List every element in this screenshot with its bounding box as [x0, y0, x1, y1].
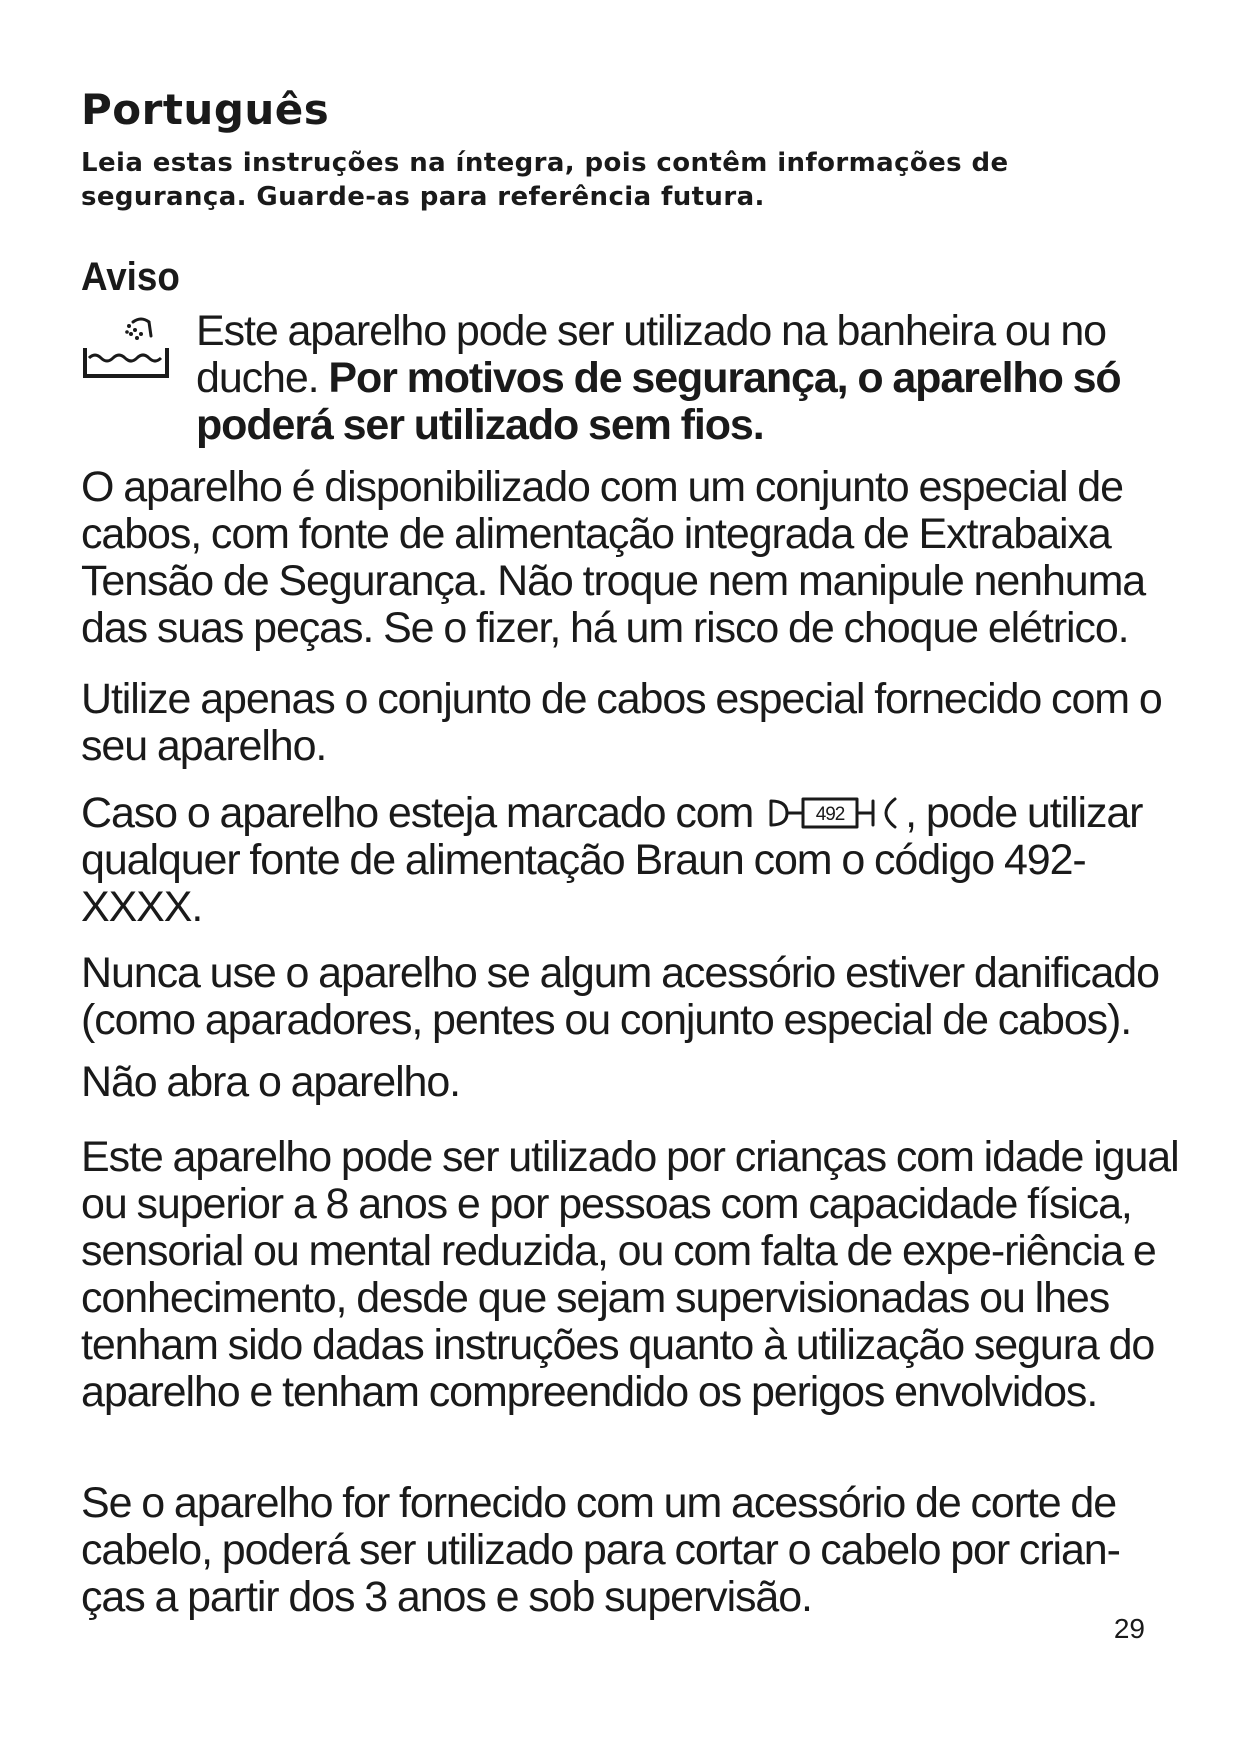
- paragraph-braun-supply-before: Caso o aparelho esteja marcado com: [81, 789, 764, 837]
- paragraph-braun-supply-after: , pode utilizar qualquer fonte de alimentação Braun com o código 492-XXXX.: [81, 789, 1143, 931]
- language-title: Português: [81, 85, 330, 134]
- paragraph-hair-cutting: Se o aparelho for fornecido com um acessório de corte de cabelo, poderá ser utilizado para cortar o cabelo por crian-ças a partir dos 3 anos e sob supervisão.: [81, 1479, 1120, 1621]
- paragraph-use-supplied-cable: Utilize apenas o conjunto de cabos especial fornecido com o seu aparelho.: [81, 675, 1162, 770]
- paragraph-braun-supply: [81, 790, 1181, 931]
- page-number: 29: [1113, 1613, 1145, 1644]
- bath-shower-icon: [81, 314, 171, 386]
- warning-text-bold: Por motivos de segurança, o aparelho só poderá ser utilizado sem fios.: [196, 354, 1121, 449]
- manual-page: [81, 0, 1179, 1754]
- paragraph-damaged-accessory: Nunca use o aparelho se algum acessório estiver danificado (como aparadores, pentes ou conjunto especial de cabos).: [81, 949, 1159, 1044]
- warning-text-regular: Este aparelho pode ser utilizado na banheira ou no duche.: [196, 307, 1106, 402]
- paragraph-children-use: Este aparelho pode ser utilizado por crianças com idade igual ou superior a 8 anos e por pessoas com capacidade física, sensorial ou mental reduzida, ou com falta de expe-riência e conhecimento, desde que sejam supervisionadas ou lhes tenham sido dadas instruções quanto à utilização segura do aparelho e tenham compreendido os perigos envolvidos.: [81, 1133, 1179, 1416]
- paragraph-cable-set: O aparelho é disponibilizado com um conjunto especial de cabos, com fonte de alimentação integrada de Extrabaixa Tensão de Segurança. Não troque nem manipule nenhuma das suas peças. Se o fizer, há um risco de choque elétrico.: [81, 463, 1146, 652]
- warning-text: [196, 308, 1176, 449]
- warning-heading: Aviso: [81, 255, 180, 299]
- connector-code-label: 492: [815, 804, 845, 825]
- intro-notice: Leia estas instruções na íntegra, pois contêm informações de segurança. Guarde-as para referência futura.: [81, 148, 1009, 212]
- paragraph-do-not-open: Não abra o aparelho.: [81, 1058, 461, 1106]
- power-supply-connector-icon: [765, 793, 905, 833]
